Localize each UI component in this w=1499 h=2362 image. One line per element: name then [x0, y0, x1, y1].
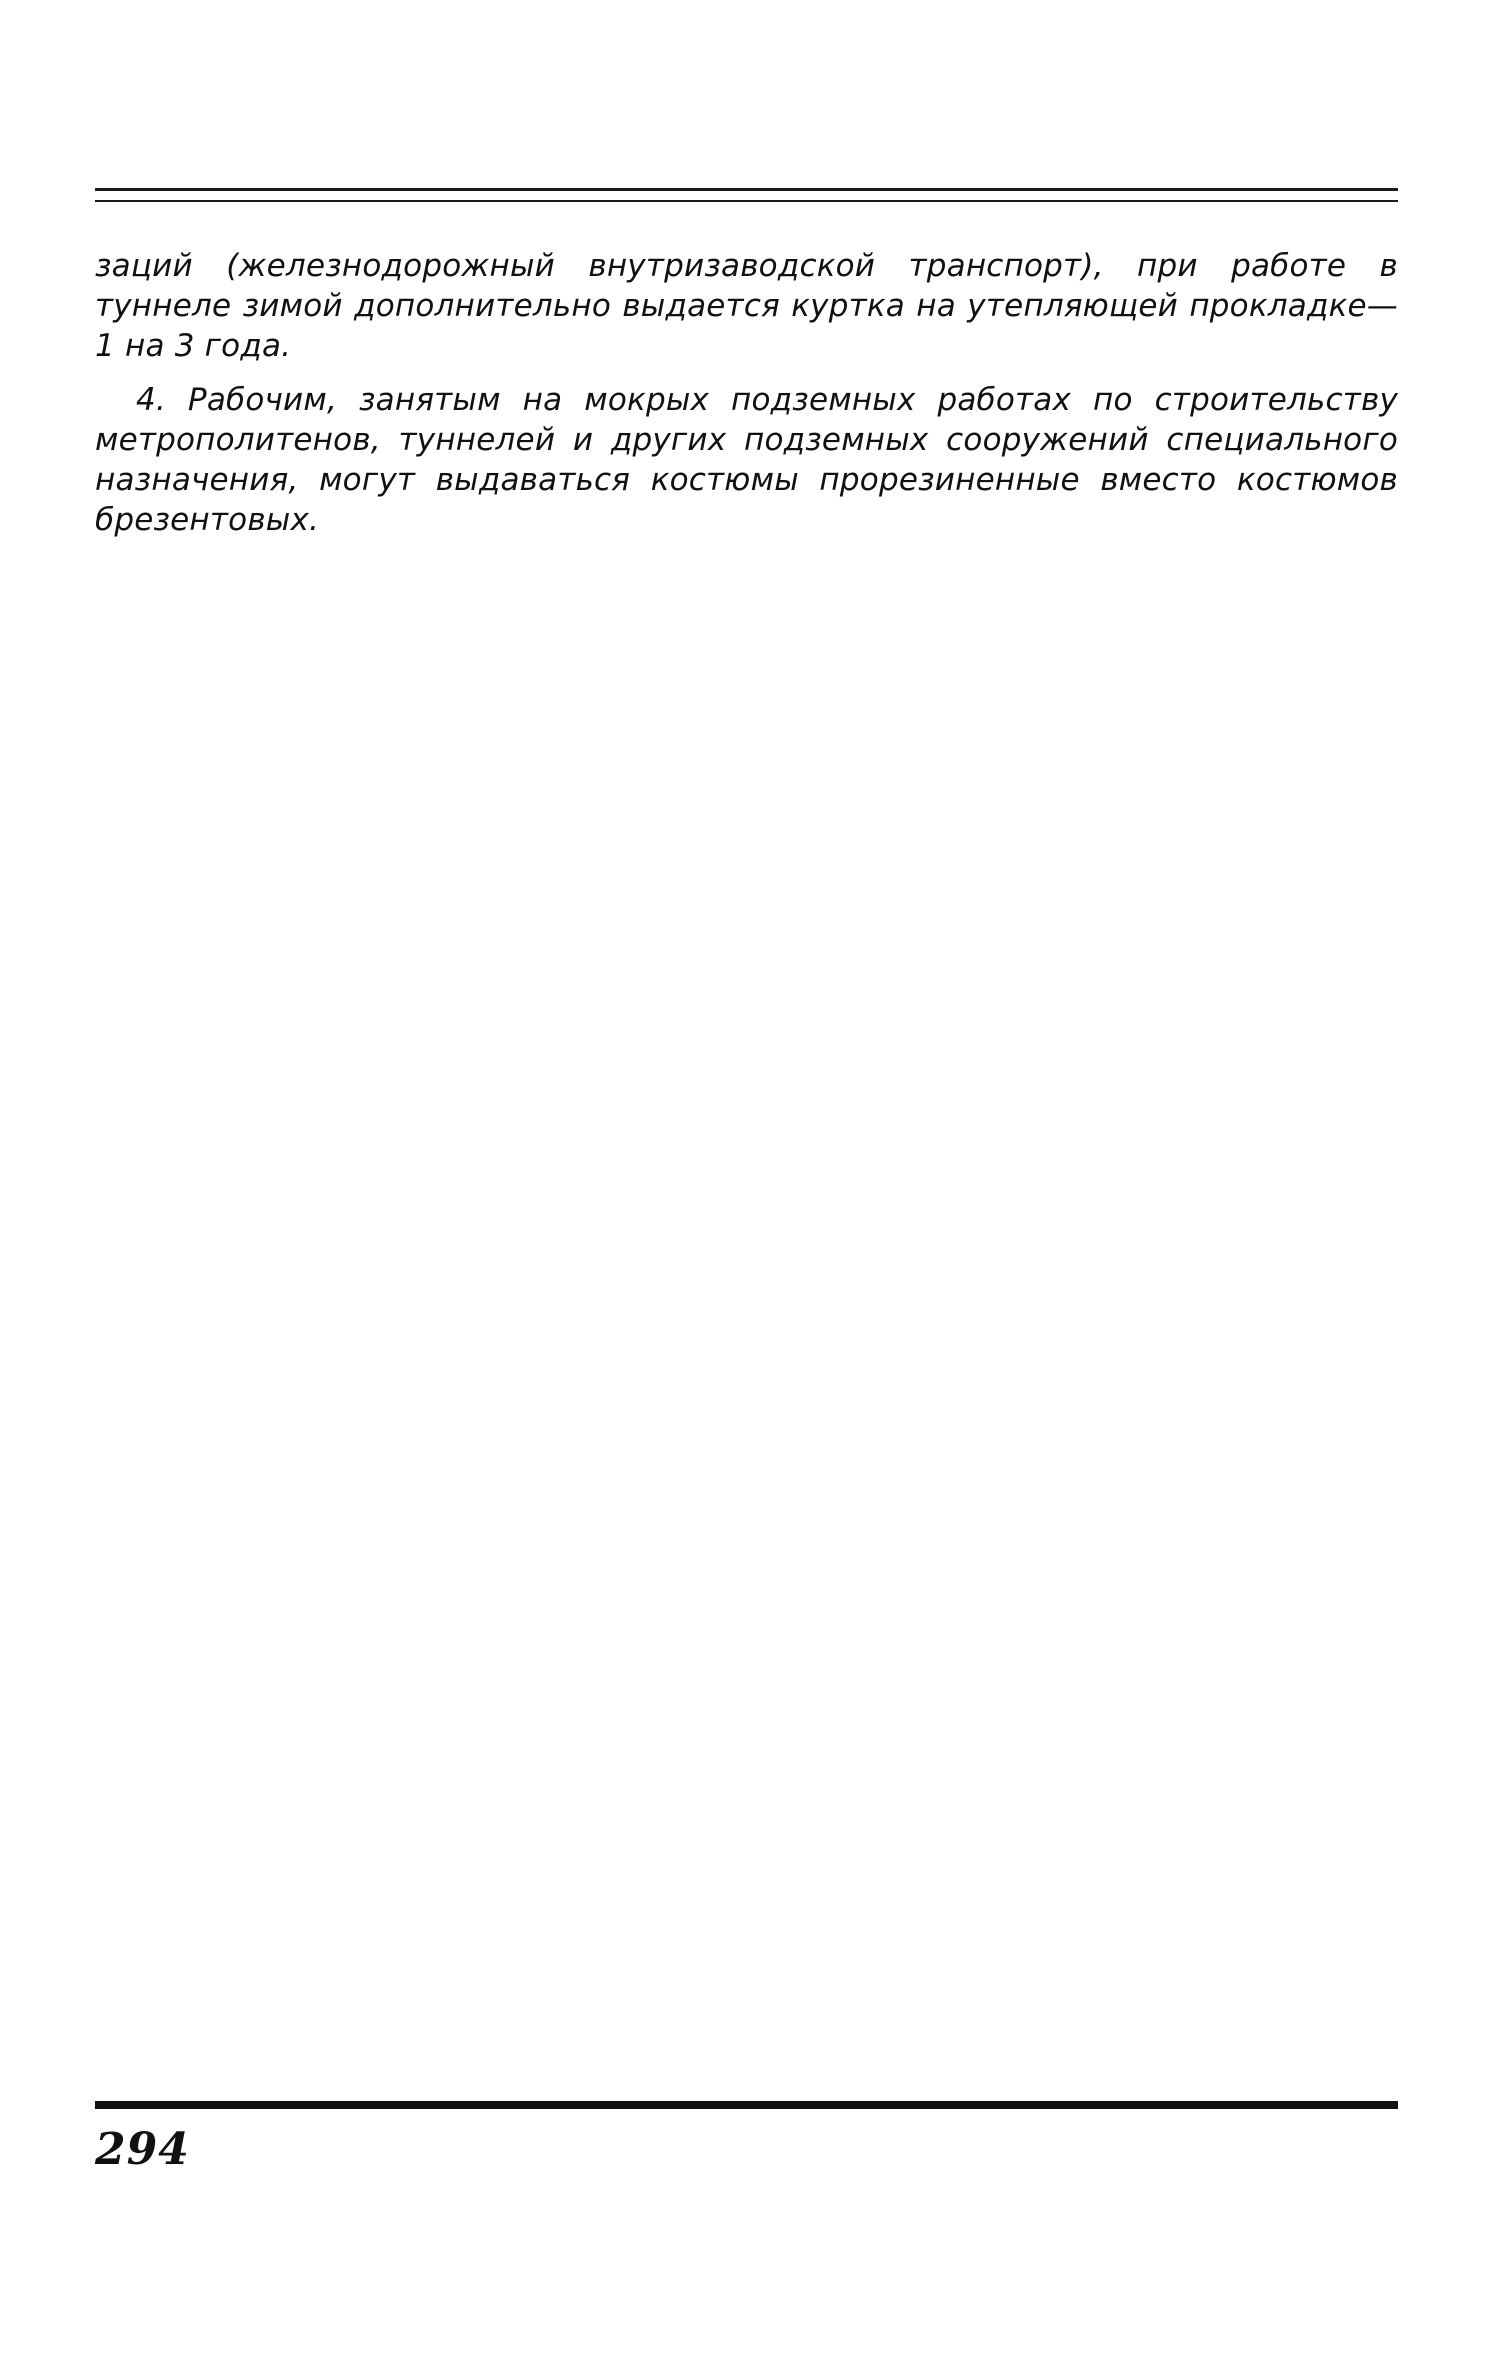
footer-rule [95, 2101, 1398, 2109]
page-number: 294 [95, 2124, 190, 2175]
body-text [95, 246, 1398, 540]
paragraph-continued: заций (железнодорожный внутризаводской транспорт), при работе в туннеле зимой дополнительно выдается куртка на утепляющей прокладке—1 на 3 года. [95, 248, 1398, 364]
header-rule-lower [95, 200, 1398, 202]
paragraph-item-4: 4. Рабочим, занятым на мокрых подземных работах по строительству метрополитенов, туннелей и других подземных сооружений специального назначения, могут выдаваться костюмы прорезиненные вместо костюмов брезентовых. [95, 382, 1398, 538]
header-rule-upper [95, 188, 1398, 191]
